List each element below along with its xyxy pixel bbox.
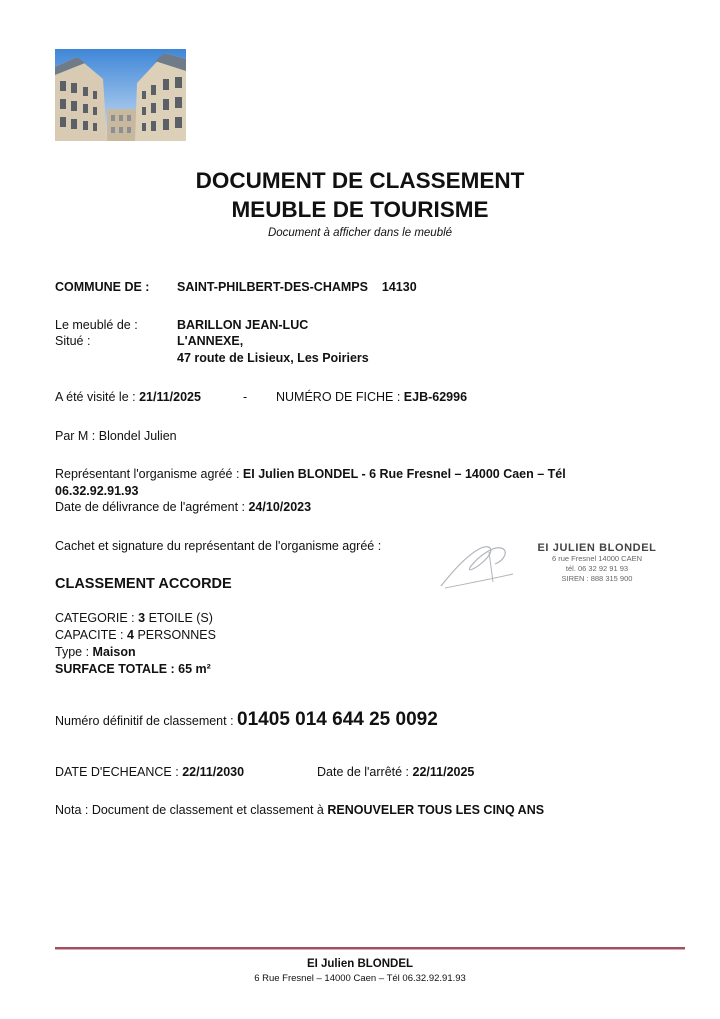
representative-label: Représentant l'organisme agréé : — [55, 467, 240, 481]
visit-separator: - — [243, 390, 248, 404]
header-photo — [55, 49, 186, 141]
commune-name: SAINT-PHILBERT-DES-CHAMPS — [177, 280, 368, 294]
capacity-unit: PERSONNES — [137, 628, 216, 642]
echeance-line — [55, 765, 244, 779]
visit-date: 21/11/2025 — [139, 390, 201, 404]
inspector-name: Blondel Julien — [98, 429, 177, 443]
stamp-phone: tél. 06 32 92 91 93 — [565, 564, 629, 573]
surface-value: 65 m² — [178, 662, 211, 676]
capacity-line — [55, 628, 216, 642]
nota-label: Nota : Document de classement et classement à — [55, 803, 324, 817]
situe-label: Situé : — [55, 334, 91, 348]
address-line-2: 47 route de Lisieux, Les Poiriers — [177, 351, 369, 365]
inspector-label: Par M : — [55, 429, 96, 443]
agrement-date-line — [55, 500, 311, 514]
echeance-date: 22/11/2030 — [182, 765, 245, 779]
echeance-label: DATE D'ECHEANCE : — [55, 765, 179, 779]
stamp-address: 6 rue Fresnel 14000 CAEN — [551, 554, 643, 563]
definitive-label: Numéro définitif de classement : — [55, 714, 234, 728]
arrete-label: Date de l'arrêté : — [317, 765, 410, 779]
classement-title: CLASSEMENT ACCORDE — [55, 576, 232, 592]
owner-label: Le meublé de : — [55, 318, 138, 332]
category-value: 3 — [138, 611, 146, 625]
building-illustration — [55, 49, 186, 141]
arrete-line — [317, 765, 474, 779]
inspector-line — [55, 429, 177, 443]
signature-label: Cachet et signature du représentant de l'organisme agréé : — [55, 539, 382, 553]
type-label: Type : — [55, 645, 90, 659]
stamp-name: EI JULIEN BLONDEL — [537, 542, 657, 554]
visit-label: A été visité le : — [55, 390, 136, 404]
type-value: Maison — [92, 645, 136, 659]
agrement-date: 24/10/2023 — [248, 500, 312, 514]
nota-line — [55, 803, 544, 817]
surface-label: SURFACE TOTALE : — [55, 662, 175, 676]
representative-phone: 06.32.92.91.93 — [55, 484, 139, 498]
footer-address: 6 Rue Fresnel – 14000 Caen – Tél 06.32.92.91.93 — [254, 973, 466, 984]
commune-postcode: 14130 — [381, 280, 417, 294]
definitive-number: 01405 014 644 25 0092 — [237, 709, 438, 730]
owner-name: BARILLON JEAN-LUC — [177, 318, 309, 332]
visit-line — [55, 390, 201, 404]
commune-label: COMMUNE DE : — [55, 280, 150, 294]
stamp-siren: SIREN : 888 315 900 — [561, 574, 633, 583]
arrete-date: 22/11/2025 — [412, 765, 475, 779]
address-line-1: L'ANNEXE, — [177, 334, 244, 348]
definitive-line — [55, 709, 438, 731]
handwritten-signature — [435, 536, 530, 596]
commune-value — [177, 280, 417, 294]
category-unit: ETOILE (S) — [148, 611, 213, 625]
type-line — [55, 645, 136, 659]
fiche-label: NUMÉRO DE FICHE : — [276, 390, 401, 404]
subtitle: Document à afficher dans le meublé — [267, 227, 453, 239]
representative-org: EI Julien BLONDEL - 6 Rue Fresnel – 14000 Caen – Tél — [242, 467, 566, 481]
footer-name: EI Julien BLONDEL — [306, 958, 414, 970]
fiche-line — [276, 390, 467, 404]
nota-emphasis: RENOUVELER TOUS LES CINQ ANS — [327, 803, 545, 817]
footer-divider — [55, 947, 685, 950]
representative-line — [55, 467, 566, 481]
category-label: CATEGORIE : — [55, 611, 135, 625]
surface-line — [55, 662, 211, 676]
fiche-number: EJB-62996 — [403, 390, 468, 404]
category-line — [55, 611, 213, 625]
title-line-2: MEUBLE DE TOURISME — [231, 197, 489, 222]
title-line-1: DOCUMENT DE CLASSEMENT — [195, 168, 525, 193]
agrement-date-label: Date de délivrance de l'agrément : — [55, 500, 245, 514]
capacity-value: 4 — [127, 628, 134, 642]
company-stamp — [528, 542, 666, 584]
capacity-label: CAPACITE : — [55, 628, 124, 642]
